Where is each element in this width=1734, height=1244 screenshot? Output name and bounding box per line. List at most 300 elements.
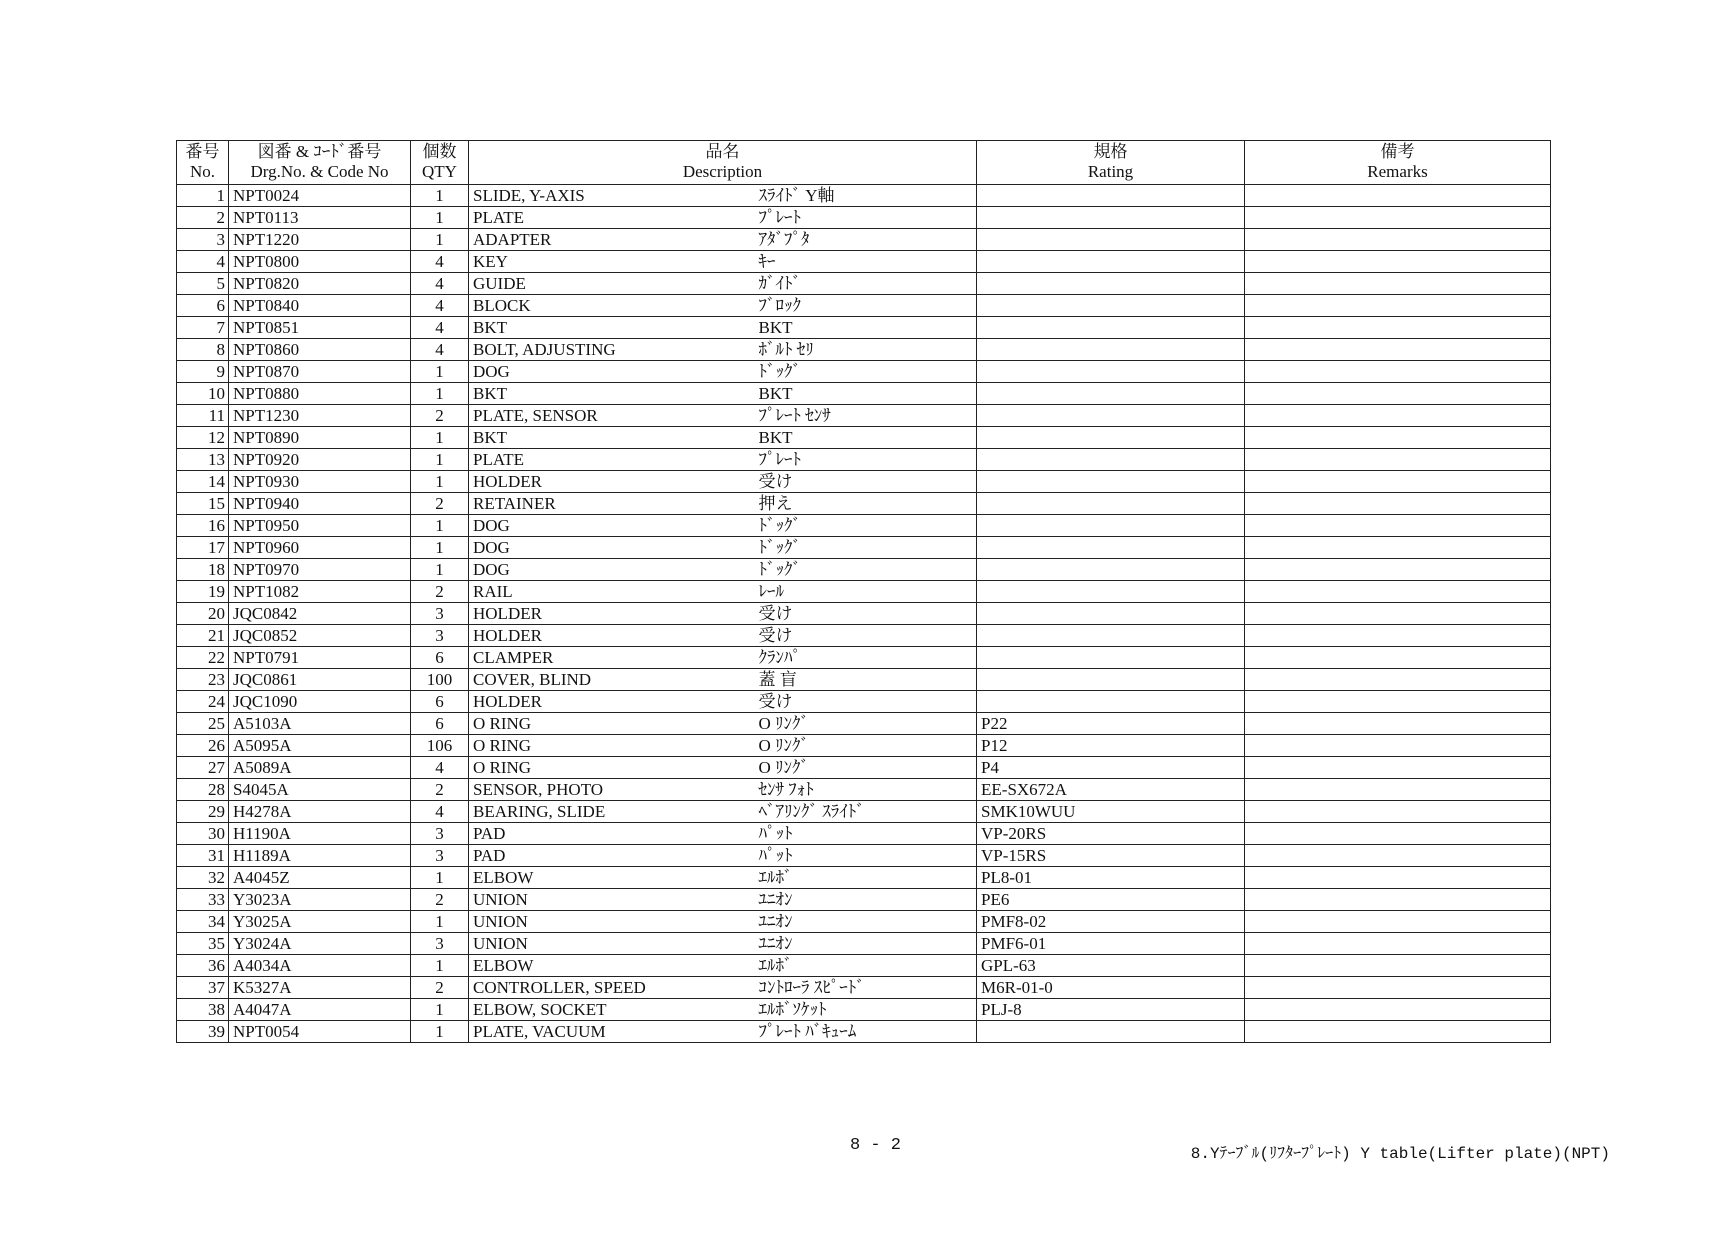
cell-qty: 2: [411, 779, 469, 801]
cell-remarks: [1245, 207, 1551, 229]
cell-description-jp: ｽﾗｲﾄﾞ Y軸: [755, 185, 977, 207]
header-remarks: [1245, 141, 1551, 185]
cell-description-en: CLAMPER: [469, 647, 755, 669]
header-remarks-en: Remarks: [1367, 162, 1428, 181]
cell-qty: 4: [411, 801, 469, 823]
cell-no: 21: [177, 625, 229, 647]
table-row: [177, 449, 1551, 471]
cell-description-jp: ﾌﾞﾛｯｸ: [755, 295, 977, 317]
cell-qty: 1: [411, 955, 469, 977]
cell-remarks: [1245, 515, 1551, 537]
cell-qty: 1: [411, 449, 469, 471]
cell-rating: PLJ-8: [977, 999, 1245, 1021]
cell-description-en: BKT: [469, 383, 755, 405]
table-row: [177, 647, 1551, 669]
cell-qty: 4: [411, 339, 469, 361]
cell-rating: [977, 317, 1245, 339]
cell-code: A5095A: [229, 735, 411, 757]
cell-remarks: [1245, 889, 1551, 911]
cell-code: A4047A: [229, 999, 411, 1021]
cell-remarks: [1245, 339, 1551, 361]
cell-code: H1190A: [229, 823, 411, 845]
table-row: [177, 185, 1551, 207]
cell-code: H4278A: [229, 801, 411, 823]
cell-qty: 6: [411, 691, 469, 713]
header-remarks-jp: 備考: [1380, 142, 1415, 161]
cell-rating: [977, 339, 1245, 361]
cell-remarks: [1245, 691, 1551, 713]
cell-remarks: [1245, 801, 1551, 823]
table-row: [177, 911, 1551, 933]
cell-code: Y3024A: [229, 933, 411, 955]
cell-code: A4045Z: [229, 867, 411, 889]
cell-code: NPT0940: [229, 493, 411, 515]
cell-no: 31: [177, 845, 229, 867]
cell-no: 30: [177, 823, 229, 845]
table-row: [177, 691, 1551, 713]
table-row: [177, 295, 1551, 317]
cell-remarks: [1245, 229, 1551, 251]
cell-rating: [977, 625, 1245, 647]
cell-no: 6: [177, 295, 229, 317]
cell-remarks: [1245, 735, 1551, 757]
header-no-en: No.: [189, 162, 216, 181]
cell-code: NPT1230: [229, 405, 411, 427]
table-row: [177, 427, 1551, 449]
cell-rating: [977, 559, 1245, 581]
cell-description-en: PAD: [469, 845, 755, 867]
cell-description-jp: 押え: [755, 493, 977, 515]
cell-remarks: [1245, 823, 1551, 845]
cell-code: NPT0870: [229, 361, 411, 383]
cell-description-jp: BKT: [755, 427, 977, 449]
cell-description-en: BLOCK: [469, 295, 755, 317]
cell-remarks: [1245, 1021, 1551, 1043]
cell-rating: VP-15RS: [977, 845, 1245, 867]
cell-no: 3: [177, 229, 229, 251]
cell-rating: [977, 449, 1245, 471]
cell-description-jp: ﾌﾟﾚｰﾄ ﾊﾞｷｭｰﾑ: [755, 1021, 977, 1043]
header-rating-en: Rating: [1087, 162, 1134, 181]
cell-no: 36: [177, 955, 229, 977]
table-row: [177, 933, 1551, 955]
cell-description-jp: ﾕﾆｵﾝ: [755, 911, 977, 933]
cell-code: Y3025A: [229, 911, 411, 933]
cell-code: NPT0970: [229, 559, 411, 581]
cell-description-jp: 受け: [755, 471, 977, 493]
cell-rating: [977, 251, 1245, 273]
cell-rating: P22: [977, 713, 1245, 735]
parts-list-table: [176, 140, 1551, 1043]
table-row: [177, 493, 1551, 515]
cell-description-jp: BKT: [755, 317, 977, 339]
cell-qty: 3: [411, 603, 469, 625]
cell-remarks: [1245, 405, 1551, 427]
cell-description-jp: ｴﾙﾎﾞ: [755, 955, 977, 977]
cell-code: NPT0851: [229, 317, 411, 339]
cell-description-jp: ｶﾞｲﾄﾞ: [755, 273, 977, 295]
cell-description-jp: ﾎﾞﾙﾄ ｾﾘ: [755, 339, 977, 361]
cell-qty: 100: [411, 669, 469, 691]
cell-description-jp: O ﾘﾝｸﾞ: [755, 713, 977, 735]
cell-qty: 2: [411, 977, 469, 999]
header-no: [177, 141, 229, 185]
cell-rating: [977, 647, 1245, 669]
table-row: [177, 1021, 1551, 1043]
cell-description-en: BEARING, SLIDE: [469, 801, 755, 823]
page-number: 8 - 2: [850, 1136, 902, 1155]
footer-title: 8.Yﾃｰﾌﾞﾙ(ﾘﾌﾀｰﾌﾟﾚｰﾄ) Y table(Lifter plate)(NPT): [1190, 1145, 1610, 1163]
table-row: [177, 713, 1551, 735]
cell-description-jp: ﾄﾞｯｸﾞ: [755, 559, 977, 581]
cell-rating: PL8-01: [977, 867, 1245, 889]
header-code-jp: 図番 & ｺｰﾄﾞ番号: [257, 142, 382, 161]
cell-qty: 2: [411, 581, 469, 603]
cell-description-en: UNION: [469, 911, 755, 933]
cell-rating: [977, 383, 1245, 405]
cell-rating: [977, 581, 1245, 603]
cell-code: JQC0842: [229, 603, 411, 625]
table-row: [177, 405, 1551, 427]
table-row: [177, 757, 1551, 779]
cell-description-en: SENSOR, PHOTO: [469, 779, 755, 801]
cell-remarks: [1245, 427, 1551, 449]
cell-rating: [977, 295, 1245, 317]
cell-code: NPT0840: [229, 295, 411, 317]
cell-rating: [977, 427, 1245, 449]
cell-description-en: COVER, BLIND: [469, 669, 755, 691]
cell-code: S4045A: [229, 779, 411, 801]
cell-description-jp: BKT: [755, 383, 977, 405]
cell-rating: [977, 537, 1245, 559]
cell-no: 7: [177, 317, 229, 339]
cell-no: 37: [177, 977, 229, 999]
table-row: [177, 735, 1551, 757]
cell-description-en: PLATE, SENSOR: [469, 405, 755, 427]
cell-rating: [977, 207, 1245, 229]
cell-qty: 3: [411, 625, 469, 647]
cell-description-jp: ﾊﾟｯﾄ: [755, 823, 977, 845]
table-row: [177, 845, 1551, 867]
cell-no: 11: [177, 405, 229, 427]
cell-code: JQC0852: [229, 625, 411, 647]
header-qty: [411, 141, 469, 185]
header-no-jp: 番号: [185, 142, 220, 161]
cell-remarks: [1245, 955, 1551, 977]
cell-description-en: DOG: [469, 537, 755, 559]
cell-code: NPT0054: [229, 1021, 411, 1043]
table-row: [177, 581, 1551, 603]
cell-remarks: [1245, 493, 1551, 515]
cell-description-en: KEY: [469, 251, 755, 273]
cell-rating: [977, 515, 1245, 537]
cell-qty: 106: [411, 735, 469, 757]
cell-remarks: [1245, 779, 1551, 801]
cell-description-jp: ｺﾝﾄﾛｰﾗ ｽﾋﾟｰﾄﾞ: [755, 977, 977, 999]
cell-no: 33: [177, 889, 229, 911]
cell-code: NPT1082: [229, 581, 411, 603]
cell-description-jp: O ﾘﾝｸﾞ: [755, 757, 977, 779]
cell-description-en: UNION: [469, 889, 755, 911]
cell-description-jp: ﾌﾟﾚｰﾄ: [755, 449, 977, 471]
cell-description-jp: 受け: [755, 603, 977, 625]
cell-description-jp: ｱﾀﾞﾌﾟﾀ: [755, 229, 977, 251]
cell-description-jp: ｸﾗﾝﾊﾟ: [755, 647, 977, 669]
cell-description-en: ELBOW: [469, 867, 755, 889]
cell-code: NPT0791: [229, 647, 411, 669]
cell-rating: [977, 603, 1245, 625]
table-row: [177, 471, 1551, 493]
cell-code: A4034A: [229, 955, 411, 977]
cell-remarks: [1245, 559, 1551, 581]
cell-no: 20: [177, 603, 229, 625]
header-qty-en: QTY: [422, 162, 457, 181]
cell-rating: [977, 185, 1245, 207]
cell-code: H1189A: [229, 845, 411, 867]
table-row: [177, 977, 1551, 999]
cell-description-en: PLATE, VACUUM: [469, 1021, 755, 1043]
table-row: [177, 251, 1551, 273]
cell-no: 38: [177, 999, 229, 1021]
parts-list-sheet: [176, 140, 1550, 1043]
cell-description-en: ELBOW, SOCKET: [469, 999, 755, 1021]
cell-no: 16: [177, 515, 229, 537]
cell-description-en: BOLT, ADJUSTING: [469, 339, 755, 361]
cell-description-en: HOLDER: [469, 625, 755, 647]
cell-remarks: [1245, 273, 1551, 295]
cell-remarks: [1245, 383, 1551, 405]
cell-code: K5327A: [229, 977, 411, 999]
table-row: [177, 207, 1551, 229]
cell-remarks: [1245, 977, 1551, 999]
cell-description-en: UNION: [469, 933, 755, 955]
table-row: [177, 867, 1551, 889]
table-row: [177, 339, 1551, 361]
cell-code: NPT0860: [229, 339, 411, 361]
cell-description-jp: ﾊﾟｯﾄ: [755, 845, 977, 867]
cell-qty: 1: [411, 427, 469, 449]
cell-description-en: O RING: [469, 757, 755, 779]
cell-no: 12: [177, 427, 229, 449]
cell-qty: 6: [411, 647, 469, 669]
cell-description-en: O RING: [469, 735, 755, 757]
cell-no: 17: [177, 537, 229, 559]
cell-description-jp: O ﾘﾝｸﾞ: [755, 735, 977, 757]
cell-remarks: [1245, 625, 1551, 647]
cell-no: 29: [177, 801, 229, 823]
cell-no: 32: [177, 867, 229, 889]
cell-description-jp: ｾﾝｻ ﾌｫﾄ: [755, 779, 977, 801]
cell-remarks: [1245, 669, 1551, 691]
cell-code: NPT0113: [229, 207, 411, 229]
cell-rating: PMF6-01: [977, 933, 1245, 955]
cell-description-jp: ｷｰ: [755, 251, 977, 273]
cell-description-jp: ﾄﾞｯｸﾞ: [755, 515, 977, 537]
cell-qty: 4: [411, 251, 469, 273]
cell-rating: SMK10WUU: [977, 801, 1245, 823]
cell-no: 24: [177, 691, 229, 713]
cell-qty: 1: [411, 537, 469, 559]
cell-code: NPT0024: [229, 185, 411, 207]
table-row: [177, 229, 1551, 251]
cell-code: NPT0920: [229, 449, 411, 471]
cell-description-en: BKT: [469, 317, 755, 339]
cell-rating: PE6: [977, 889, 1245, 911]
cell-code: NPT0890: [229, 427, 411, 449]
cell-qty: 6: [411, 713, 469, 735]
cell-no: 19: [177, 581, 229, 603]
cell-description-jp: 受け: [755, 691, 977, 713]
cell-remarks: [1245, 845, 1551, 867]
cell-description-jp: ﾕﾆｵﾝ: [755, 933, 977, 955]
cell-qty: 2: [411, 405, 469, 427]
cell-no: 9: [177, 361, 229, 383]
cell-remarks: [1245, 603, 1551, 625]
cell-remarks: [1245, 999, 1551, 1021]
table-row: [177, 603, 1551, 625]
cell-description-jp: 蓋 盲: [755, 669, 977, 691]
cell-rating: [977, 1021, 1245, 1043]
cell-remarks: [1245, 757, 1551, 779]
cell-qty: 1: [411, 207, 469, 229]
cell-code: JQC1090: [229, 691, 411, 713]
cell-no: 10: [177, 383, 229, 405]
table-row: [177, 361, 1551, 383]
cell-remarks: [1245, 317, 1551, 339]
cell-description-jp: ﾚｰﾙ: [755, 581, 977, 603]
table-body: [177, 185, 1551, 1043]
cell-rating: [977, 405, 1245, 427]
header-description: [469, 141, 977, 185]
cell-code: NPT0880: [229, 383, 411, 405]
cell-remarks: [1245, 581, 1551, 603]
table-header-row: [177, 141, 1551, 185]
cell-rating: [977, 471, 1245, 493]
cell-description-en: SLIDE, Y-AXIS: [469, 185, 755, 207]
cell-no: 18: [177, 559, 229, 581]
cell-rating: P12: [977, 735, 1245, 757]
cell-qty: 1: [411, 515, 469, 537]
cell-description-en: RETAINER: [469, 493, 755, 515]
cell-no: 22: [177, 647, 229, 669]
table-row: [177, 625, 1551, 647]
cell-remarks: [1245, 933, 1551, 955]
cell-no: 15: [177, 493, 229, 515]
cell-description-jp: ﾍﾞｱﾘﾝｸﾞ ｽﾗｲﾄﾞ: [755, 801, 977, 823]
cell-description-en: DOG: [469, 559, 755, 581]
cell-qty: 1: [411, 185, 469, 207]
header-rating-jp: 規格: [1093, 142, 1128, 161]
cell-no: 5: [177, 273, 229, 295]
header-code: [229, 141, 411, 185]
cell-description-en: PAD: [469, 823, 755, 845]
cell-remarks: [1245, 713, 1551, 735]
cell-code: NPT0950: [229, 515, 411, 537]
cell-no: 26: [177, 735, 229, 757]
cell-description-en: RAIL: [469, 581, 755, 603]
cell-no: 35: [177, 933, 229, 955]
cell-qty: 1: [411, 999, 469, 1021]
cell-code: JQC0861: [229, 669, 411, 691]
cell-code: NPT0820: [229, 273, 411, 295]
cell-description-jp: 受け: [755, 625, 977, 647]
table-row: [177, 537, 1551, 559]
cell-qty: 4: [411, 295, 469, 317]
cell-description-jp: ﾕﾆｵﾝ: [755, 889, 977, 911]
cell-no: 1: [177, 185, 229, 207]
cell-description-en: PLATE: [469, 207, 755, 229]
header-rating: [977, 141, 1245, 185]
cell-remarks: [1245, 537, 1551, 559]
cell-no: 14: [177, 471, 229, 493]
table-row: [177, 515, 1551, 537]
cell-remarks: [1245, 911, 1551, 933]
cell-rating: [977, 691, 1245, 713]
cell-description-en: ELBOW: [469, 955, 755, 977]
cell-no: 27: [177, 757, 229, 779]
cell-qty: 1: [411, 559, 469, 581]
cell-qty: 1: [411, 471, 469, 493]
cell-no: 34: [177, 911, 229, 933]
cell-rating: [977, 273, 1245, 295]
cell-description-jp: ﾄﾞｯｸﾞ: [755, 537, 977, 559]
header-desc-jp: 品名: [705, 142, 740, 161]
cell-no: 25: [177, 713, 229, 735]
cell-qty: 4: [411, 757, 469, 779]
cell-description-en: HOLDER: [469, 471, 755, 493]
cell-rating: PMF8-02: [977, 911, 1245, 933]
cell-description-jp: ｴﾙﾎﾞ: [755, 867, 977, 889]
cell-description-jp: ﾄﾞｯｸﾞ: [755, 361, 977, 383]
table-row: [177, 955, 1551, 977]
cell-description-en: BKT: [469, 427, 755, 449]
cell-description-en: HOLDER: [469, 603, 755, 625]
cell-description-en: HOLDER: [469, 691, 755, 713]
cell-description-en: O RING: [469, 713, 755, 735]
table-row: [177, 317, 1551, 339]
cell-description-en: PLATE: [469, 449, 755, 471]
table-row: [177, 559, 1551, 581]
cell-code: Y3023A: [229, 889, 411, 911]
cell-no: 2: [177, 207, 229, 229]
cell-no: 4: [177, 251, 229, 273]
cell-code: NPT1220: [229, 229, 411, 251]
cell-remarks: [1245, 449, 1551, 471]
cell-qty: 1: [411, 1021, 469, 1043]
cell-no: 39: [177, 1021, 229, 1043]
cell-rating: P4: [977, 757, 1245, 779]
cell-description-en: DOG: [469, 361, 755, 383]
table-row: [177, 273, 1551, 295]
cell-code: NPT0960: [229, 537, 411, 559]
cell-no: 13: [177, 449, 229, 471]
cell-description-en: DOG: [469, 515, 755, 537]
cell-rating: M6R-01-0: [977, 977, 1245, 999]
cell-qty: 2: [411, 493, 469, 515]
cell-description-en: ADAPTER: [469, 229, 755, 251]
cell-qty: 1: [411, 229, 469, 251]
cell-code: A5089A: [229, 757, 411, 779]
header-qty-jp: 個数: [422, 142, 457, 161]
cell-rating: [977, 229, 1245, 251]
cell-qty: 4: [411, 273, 469, 295]
cell-code: NPT0930: [229, 471, 411, 493]
cell-qty: 3: [411, 933, 469, 955]
cell-description-en: CONTROLLER, SPEED: [469, 977, 755, 999]
cell-no: 23: [177, 669, 229, 691]
table-row: [177, 669, 1551, 691]
cell-remarks: [1245, 471, 1551, 493]
